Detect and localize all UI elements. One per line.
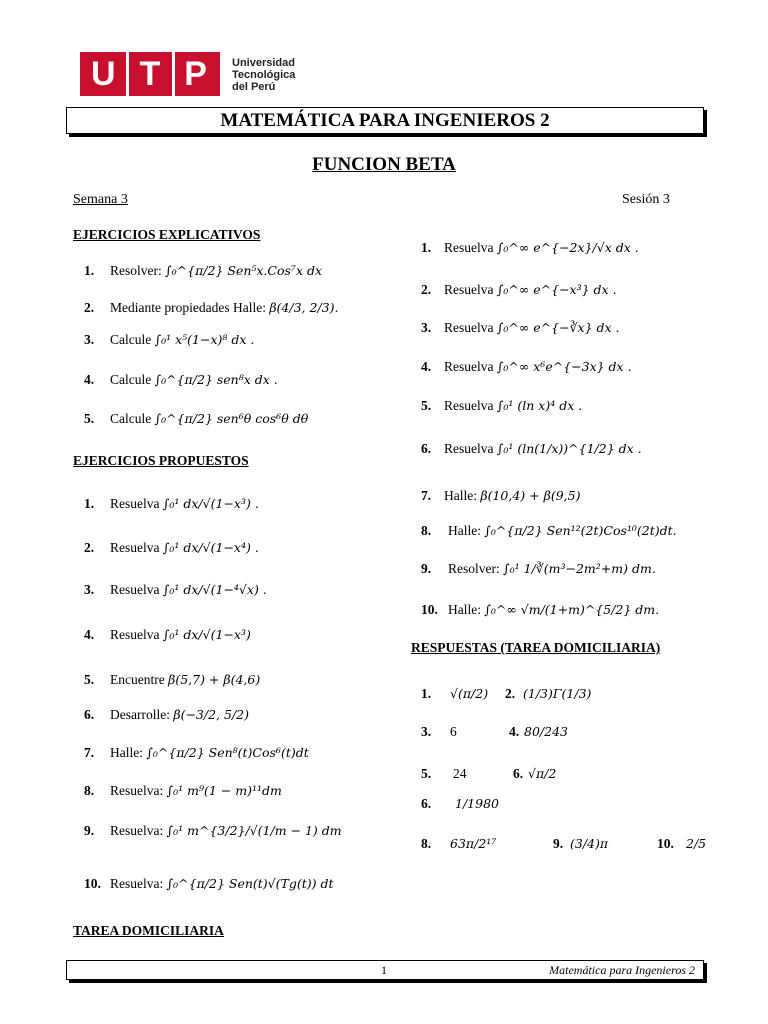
item-number: 3.: [84, 582, 95, 597]
item-math: ∫₀^{π/2} sen⁸x dx .: [154, 372, 278, 387]
item-text: Resuelva: [444, 282, 494, 297]
item-math: ∫₀^∞ x⁶e^{−3x} dx .: [496, 359, 632, 374]
item-number: 10.: [421, 602, 438, 617]
logo-letter-p: P: [184, 54, 209, 93]
answer-number: 4.: [509, 724, 520, 739]
item-math: ∫₀¹ dx/√(1−x³): [162, 627, 251, 642]
item-text: Resuelva:: [110, 823, 164, 838]
item-number: 3.: [84, 332, 95, 347]
item-text: Halle:: [448, 523, 481, 538]
page-number: 1: [381, 963, 387, 977]
answer-value: 63π/2¹⁷: [450, 836, 497, 851]
item-text: Resolver:: [448, 561, 500, 576]
item-text: Calcule: [110, 372, 152, 387]
answer-value: (1/3)Γ(1/3): [523, 686, 592, 701]
item-number: 1.: [421, 240, 432, 255]
item-math: ∫₀^∞ e^{−x³} dx .: [496, 282, 617, 297]
answer-value: 1/1980: [455, 796, 499, 811]
item-text: Encuentre: [110, 672, 165, 687]
logo-letter-t: T: [139, 54, 163, 93]
logo-separator: [172, 52, 175, 96]
item-text: Mediante propiedades Halle:: [110, 300, 266, 315]
item-math: ∫₀¹ x⁵(1−x)⁸ dx .: [154, 332, 255, 347]
item-number: 2.: [84, 540, 95, 555]
item-text: Resuelva: [444, 320, 494, 335]
answer-number: 6.: [513, 766, 524, 781]
item-math: β(−3/2, 5/2): [173, 707, 249, 722]
logo-letter-u: U: [90, 54, 118, 93]
document-title: MATEMÁTICA PARA INGENIEROS 2: [66, 107, 704, 134]
item-text: Resuelva: [444, 359, 494, 374]
item-text: Halle:: [448, 602, 481, 617]
item-number: 1.: [84, 496, 95, 511]
item-math: ∫₀¹ m⁹(1 − m)¹¹dm: [166, 783, 282, 798]
item-text: Resuelva: [110, 540, 160, 555]
session-label: Sesión 3: [622, 192, 670, 207]
university-name: [232, 57, 295, 93]
item-number: 7.: [84, 745, 95, 760]
item-number: 6.: [421, 441, 432, 456]
item-number: 9.: [84, 823, 95, 838]
item-math: ∫₀^{π/2} Sen⁸(t)Cos⁶(t)dt: [146, 745, 309, 760]
item-math: ∫₀^{π/2} sen⁶θ cos⁶θ dθ: [154, 411, 309, 426]
item-number: 4.: [84, 372, 95, 387]
item-math: ∫₀^{π/2} Sen⁵x.Cos⁷x dx: [165, 263, 323, 278]
item-text: Resolver:: [110, 263, 162, 278]
item-text: Resuelva:: [110, 876, 164, 891]
item-number: 2.: [421, 282, 432, 297]
item-text: Halle:: [444, 488, 477, 503]
item-text: Resuelva: [110, 496, 160, 511]
logo-separator: [126, 52, 129, 96]
answer-number: 9.: [553, 836, 564, 851]
item-number: 5.: [84, 672, 95, 687]
item-number: 5.: [421, 398, 432, 413]
answer-value: 6: [450, 724, 457, 739]
item-text: Desarrolle:: [110, 707, 170, 722]
item-text: Resuelva: [444, 441, 494, 456]
document-subtitle: FUNCION BETA: [312, 154, 456, 175]
footer-course: Matemática para Ingenieros 2: [549, 963, 695, 977]
item-number: 8.: [421, 523, 432, 538]
answer-value: 80/243: [524, 724, 568, 739]
answer-number: 10.: [657, 836, 674, 851]
item-number: 3.: [421, 320, 432, 335]
section-header-propuestos: EJERCICIOS PROPUESTOS: [73, 453, 249, 468]
item-math: β(10,4) + β(9,5): [480, 488, 581, 503]
item-number: 6.: [84, 707, 95, 722]
item-math: ∫₀¹ dx/√(1−⁴√x) .: [162, 582, 267, 597]
item-text: Resuelva: [444, 398, 494, 413]
item-math: β(4/3, 2/3).: [269, 300, 339, 315]
item-text: Halle:: [110, 745, 143, 760]
utp-logo: [80, 52, 220, 96]
answer-number: 8.: [421, 836, 432, 851]
university-line: Tecnológica: [232, 69, 296, 81]
answer-number: 3.: [421, 724, 432, 739]
item-math: ∫₀¹ dx/√(1−x⁴) .: [162, 540, 259, 555]
item-text: Calcule: [110, 411, 152, 426]
answer-value: 24: [453, 766, 467, 781]
item-math: ∫₀¹ m^{3/2}/√(1/m − 1) dm: [166, 823, 342, 838]
answer-number: 6.: [421, 796, 432, 811]
item-math: ∫₀^{π/2} Sen(t)√(Tg(t)) dt: [166, 876, 334, 891]
item-math: ∫₀¹ (ln(1/x))^{1/2} dx .: [496, 441, 642, 456]
week-label: Semana 3: [73, 192, 128, 207]
item-math: ∫₀^∞ e^{−∛x} dx .: [496, 320, 620, 335]
item-number: 9.: [421, 561, 432, 576]
answer-value: 2/5: [686, 836, 707, 851]
item-math: ∫₀^∞ e^{−2x}/√x dx .: [496, 240, 639, 255]
item-math: ∫₀¹ (ln x)⁴ dx .: [496, 398, 583, 413]
item-number: 10.: [84, 876, 101, 891]
item-math: ∫₀¹ 1/∛(m³−2m²+m) dm.: [503, 561, 656, 576]
item-number: 5.: [84, 411, 95, 426]
item-text: Calcule: [110, 332, 152, 347]
university-line: Universidad: [232, 57, 295, 69]
section-header-tarea: TAREA DOMICILIARIA: [73, 923, 224, 938]
section-header-explicativos: EJERCICIOS EXPLICATIVOS: [73, 227, 261, 242]
item-text: Resuelva:: [110, 783, 164, 798]
item-text: Resuelva: [110, 582, 160, 597]
page-footer: [66, 960, 704, 980]
item-math: β(5,7) + β(4,6): [168, 672, 261, 687]
answer-number: 1.: [421, 686, 432, 701]
university-line: del Perú: [232, 81, 276, 93]
item-number: 4.: [84, 627, 95, 642]
section-header-respuestas: RESPUESTAS (TAREA DOMICILIARIA): [411, 640, 661, 655]
item-number: 8.: [84, 783, 95, 798]
item-number: 7.: [421, 488, 432, 503]
item-text: Resuelva: [110, 627, 160, 642]
item-number: 1.: [84, 263, 95, 278]
item-math: ∫₀^{π/2} Sen¹²(2t)Cos¹⁰(2t)dt.: [484, 523, 677, 538]
answer-number: 5.: [421, 766, 432, 781]
answer-value: √(π/2): [450, 686, 489, 701]
item-number: 2.: [84, 300, 95, 315]
item-math: ∫₀¹ dx/√(1−x³) .: [162, 496, 259, 511]
answer-value: √π/2: [528, 766, 557, 781]
item-text: Resuelva: [444, 240, 494, 255]
item-number: 4.: [421, 359, 432, 374]
answer-number: 2.: [505, 686, 516, 701]
item-math: ∫₀^∞ √m/(1+m)^{5/2} dm.: [484, 602, 660, 617]
answer-value: (3/4)π: [570, 836, 609, 851]
